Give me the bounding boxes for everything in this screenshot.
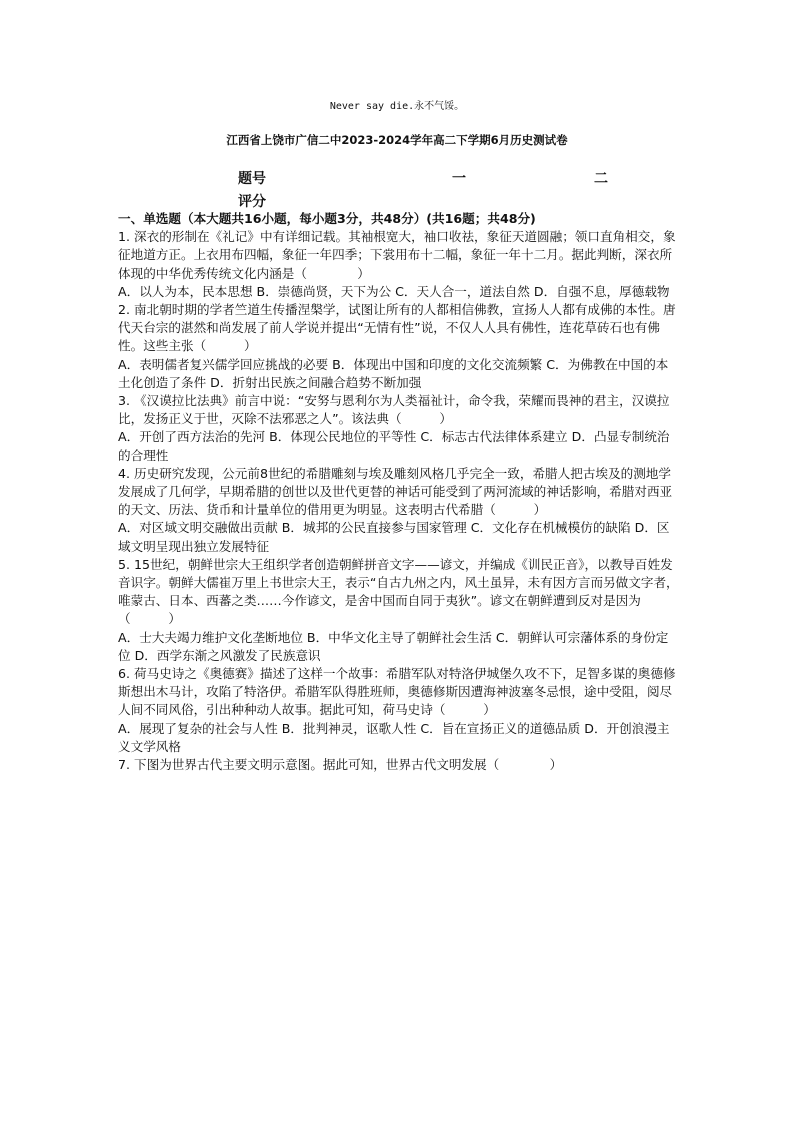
question-stem: 5. 15世纪，朝鲜世宗大王组织学者创造朝鲜拼音文字——谚文，并编成《训民正音》，以教导百姓发音识字。朝鲜大儒崔万里上书世宗大王，表示“自古九州之内，风土虽异，未有因方言而另做文字者，唯蒙古、日本、西蕃之类……今作谚文，是舍中国而自同于夷狄”。谚文在朝鲜遭到反对是因为（ ） xyxy=(118,556,679,627)
question-stem: 7. 下图为世界古代主要文明示意图。据此可知，世界古代文明发展（ ） xyxy=(118,757,563,773)
question-options: A．对区域文明交融做出贡献 B．城邦的公民直接参与国家管理 C．文化存在机械模仿的缺陷 D．区域文明呈现出独立发展特征 xyxy=(118,520,670,554)
question-options: A．展现了复杂的社会与人性 B．批判神灵，讴歌人性 C．旨在宣扬正义的道德品质 D．开创浪漫主义文学风格 xyxy=(118,720,670,754)
section-heading: 一、单选题（本大题共16小题，每小题3分，共48分）(共16题；共48分) xyxy=(118,211,536,226)
score-table-column-1: 一 xyxy=(452,171,466,187)
score-table-column-2: 二 xyxy=(594,171,608,187)
question-options: A．士大夫竭力维护文化垄断地位 B．中华文化主导了朝鲜社会生活 C．朝鲜认可宗藩体系的身份定位 D．西学东渐之风激发了民族意识 xyxy=(118,629,669,663)
score-table-row-label: 评分 xyxy=(238,194,266,210)
question-options: A．以人为本，民本思想 B．崇德尚贤，天下为公 C．天人合一，道法自然 D．自强不息，厚德载物 xyxy=(118,283,670,299)
page-motto: Never say die.永不气馁。 xyxy=(329,101,465,112)
exam-title: 江西省上饶市广信二中2023-2024学年高二下学期6月历史测试卷 xyxy=(226,133,568,147)
question-stem: 2. 南北朝时期的学者竺道生传播涅槃学，试图让所有的人都相信佛教，宣扬人人都有成佛的本性。唐代天台宗的湛然和尚发展了前人学说并提出“无情有性”说，不仅人人具有佛性，连花草砖石也有佛性。这些主张（ ） xyxy=(118,302,676,354)
question-stem: 3. 《汉谟拉比法典》前言中说：“安努与恩利尔为人类福祉计，命令我，荣耀而畏神的君主，汉谟拉比，发扬正义于世，灭除不法邪恶之人”。该法典（ ） xyxy=(118,393,670,427)
question-stem: 1. 深衣的形制在《礼记》中有详细记载。其袖根宽大，袖口收祛，象征天道圆融；领口直角相交，象征地道方正。上衣用布四幅，象征一年四季；下裳用布十二幅，象征一年十二月。据此判断，深衣所体现的中华优秀传统文化内涵是（ ） xyxy=(118,229,676,281)
question-options: A．开创了西方法治的先河 B．体现公民地位的平等性 C．标志古代法律体系建立 D．凸显专制统治的合理性 xyxy=(118,429,670,463)
question-stem: 4. 历史研究发现，公元前8世纪的希腊雕刻与埃及雕刻风格几乎完全一致，希腊人把古埃及的测地学发展成了几何学，早期希腊的创世以及世代更替的神话可能受到了两河流域的神话影响，希腊对西亚的天文、历法、货币和计量单位的借用更为明显。这表明古代希腊（ ） xyxy=(118,465,673,518)
question-options: A．表明儒者复兴儒学回应挑战的必要 B．体现出中国和印度的文化交流频繁 C．为佛教在中国的本土化创造了条件 D．折射出民族之间融合趋势不断加强 xyxy=(118,356,669,390)
question-list xyxy=(118,210,680,774)
question-stem: 6. 荷马史诗之《奥德赛》描述了这样一个故事：希腊军队对特洛伊城堡久攻不下，足智多谋的奥德修斯想出木马计，攻陷了特洛伊。希腊军队得胜班师，奥德修斯因遭海神波塞冬忌恨，途中受阻，阅尽人间不同风俗，引出种种动人故事。据此可知，荷马史诗（ ） xyxy=(118,666,676,718)
score-table-header-label: 题号 xyxy=(238,171,266,187)
